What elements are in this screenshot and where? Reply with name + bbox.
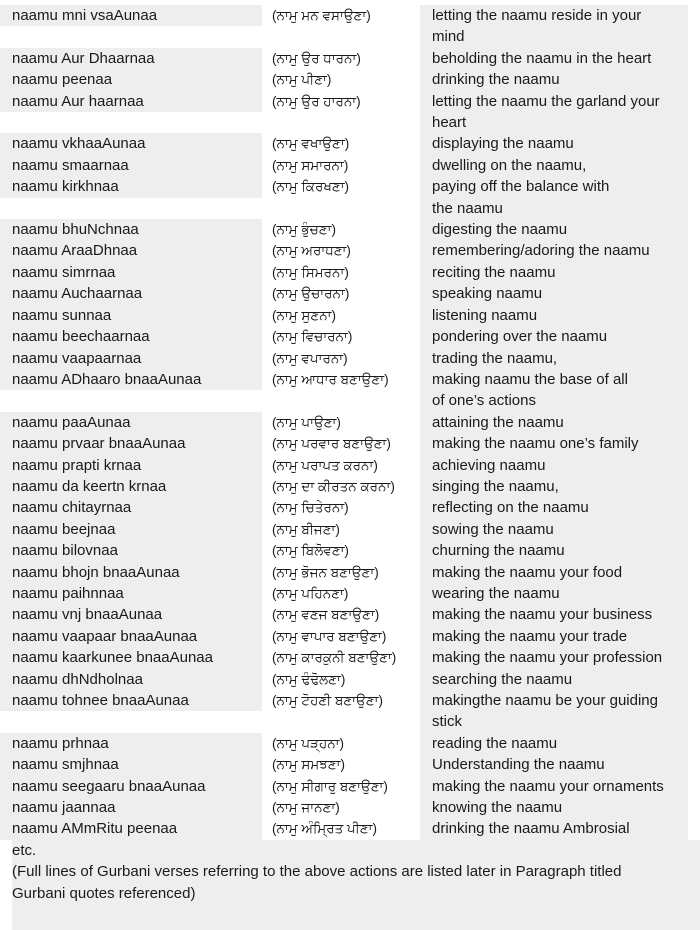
gurmukhi-text: (ਨਾਮੁ ਆਧਾਰ ਬਣਾਉਣਾ) bbox=[272, 371, 389, 387]
gurmukhi-text: (ਨਾਮੁ ਜਾਨਣਾ) bbox=[272, 800, 340, 816]
gurmukhi-cell bbox=[262, 626, 420, 647]
gurmukhi-cell bbox=[262, 562, 420, 583]
transliteration-text: naamu smjhnaa bbox=[12, 756, 119, 774]
term-row bbox=[0, 155, 700, 176]
term-row bbox=[0, 326, 700, 347]
gurmukhi-text: (ਨਾਮੁ ਪੜ੍ਹਨਾ) bbox=[272, 735, 345, 751]
gurmukhi-text: (ਨਾਮੁ ਉਰ ਧਾਰਨਾ) bbox=[272, 50, 361, 66]
transliteration-text: naamu bilovnaa bbox=[12, 542, 118, 560]
transliteration-text: naamu beechaarnaa bbox=[12, 328, 150, 346]
english-cell bbox=[420, 240, 688, 261]
english-cell bbox=[420, 91, 688, 134]
english-cell bbox=[420, 283, 688, 304]
transliteration-cell bbox=[0, 305, 262, 326]
gurmukhi-cell bbox=[262, 733, 420, 754]
transliteration-cell bbox=[0, 669, 262, 690]
term-row bbox=[0, 91, 700, 134]
transliteration-cell bbox=[0, 818, 262, 839]
gurmukhi-text: (ਨਾਮੁ ਵਪਾਰਨਾ) bbox=[272, 350, 348, 366]
gurmukhi-text: (ਨਾਮੁ ਉਰ ਹਾਰਨਾ) bbox=[272, 93, 361, 109]
english-cell bbox=[420, 262, 688, 283]
english-cell bbox=[420, 754, 688, 775]
gurmukhi-cell bbox=[262, 519, 420, 540]
english-text: churning the naamu bbox=[432, 542, 565, 560]
transliteration-text: naamu paihnnaa bbox=[12, 584, 124, 602]
english-cell bbox=[420, 690, 688, 733]
transliteration-cell bbox=[0, 647, 262, 668]
transliteration-text: naamu vaapaarnaa bbox=[12, 349, 142, 367]
english-cell bbox=[420, 818, 688, 839]
english-cell bbox=[420, 412, 688, 433]
transliteration-text: naamu da keertn krnaa bbox=[12, 477, 167, 495]
term-row bbox=[0, 776, 700, 797]
gurmukhi-text: (ਨਾਮੁ ਵਿਚਾਰਨਾ) bbox=[272, 329, 353, 345]
english-text: speaking naamu bbox=[432, 285, 543, 303]
gurmukhi-text: (ਨਾਮੁ ਸਮਝਣਾ) bbox=[272, 757, 345, 773]
term-table bbox=[0, 5, 700, 840]
english-cell bbox=[420, 626, 688, 647]
gurmukhi-cell bbox=[262, 176, 420, 197]
english-text: wearing the naamu bbox=[432, 584, 560, 602]
english-text: drinking the naamu bbox=[432, 71, 560, 89]
transliteration-cell bbox=[0, 776, 262, 797]
gurmukhi-cell bbox=[262, 540, 420, 561]
term-row bbox=[0, 133, 700, 154]
gurmukhi-text: (ਨਾਮੁ ਮਨ ਵਸਾਉਣਾ) bbox=[272, 8, 371, 23]
english-text: beholding the naamu in the heart bbox=[432, 49, 652, 67]
term-row bbox=[0, 583, 700, 604]
english-text: remembering/adoring the naamu bbox=[432, 242, 650, 260]
gurmukhi-cell bbox=[262, 326, 420, 347]
english-cell bbox=[420, 562, 688, 583]
gurmukhi-cell bbox=[262, 412, 420, 433]
term-row bbox=[0, 540, 700, 561]
footer-line: Gurbani quotes referenced) bbox=[12, 883, 700, 904]
transliteration-text: naamu Aur haarnaa bbox=[12, 92, 144, 110]
term-row bbox=[0, 5, 700, 48]
transliteration-cell bbox=[0, 797, 262, 818]
transliteration-text: naamu beejnaa bbox=[12, 520, 116, 538]
transliteration-cell bbox=[0, 283, 262, 304]
english-text: trading the naamu, bbox=[432, 349, 558, 367]
transliteration-text: naamu AMmRitu peenaa bbox=[12, 820, 178, 838]
gurmukhi-text: (ਨਾਮੁ ਕਿਰਖਣਾ) bbox=[272, 179, 350, 195]
english-text: achieving naamu bbox=[432, 456, 546, 474]
english-text: mind bbox=[432, 28, 465, 46]
term-row bbox=[0, 733, 700, 754]
transliteration-text: naamu mni vsaAunaa bbox=[12, 7, 158, 24]
gurmukhi-text: (ਨਾਮੁ ਦਾ ਕੀਰਤਨ ਕਰਨਾ) bbox=[272, 478, 395, 494]
transliteration-text: naamu AraaDhnaa bbox=[12, 242, 138, 260]
gurmukhi-text: (ਨਾਮੁ ਪਹਿਨਣਾ) bbox=[272, 585, 349, 601]
gurmukhi-cell bbox=[262, 5, 420, 26]
term-row bbox=[0, 647, 700, 668]
gurmukhi-text: (ਨਾਮੁ ਢੰਢੋਲਣਾ) bbox=[272, 671, 346, 687]
footer-line: (Full lines of Gurbani verses referring to the above actions are listed later in Paragraph titled bbox=[12, 861, 700, 882]
transliteration-text: naamu bhojn bnaaAunaa bbox=[12, 563, 180, 581]
english-text: reciting the naamu bbox=[432, 263, 556, 281]
gurmukhi-text: (ਨਾਮੁ ਸਿਮਰਨਾ) bbox=[272, 264, 349, 280]
english-cell bbox=[420, 669, 688, 690]
gurmukhi-cell bbox=[262, 776, 420, 797]
english-text: paying off the balance with bbox=[432, 178, 610, 196]
transliteration-cell bbox=[0, 519, 262, 540]
transliteration-cell bbox=[0, 433, 262, 454]
english-text: making naamu the base of all bbox=[432, 370, 628, 388]
gurmukhi-cell bbox=[262, 219, 420, 240]
english-text: displaying the naamu bbox=[432, 135, 574, 153]
english-text: knowing the naamu bbox=[432, 799, 563, 817]
gurmukhi-cell bbox=[262, 433, 420, 454]
transliteration-cell bbox=[0, 754, 262, 775]
term-row bbox=[0, 626, 700, 647]
transliteration-text: naamu smaarnaa bbox=[12, 156, 129, 174]
english-text: making the naamu your profession bbox=[432, 649, 663, 667]
gurmukhi-cell bbox=[262, 348, 420, 369]
transliteration-text: naamu paaAunaa bbox=[12, 413, 131, 431]
transliteration-cell bbox=[0, 348, 262, 369]
term-row bbox=[0, 283, 700, 304]
transliteration-text: naamu jaannaa bbox=[12, 799, 116, 817]
transliteration-text: naamu prhnaa bbox=[12, 734, 109, 752]
english-text: dwelling on the naamu, bbox=[432, 156, 587, 174]
english-cell bbox=[420, 48, 688, 69]
english-cell bbox=[420, 176, 688, 219]
term-row bbox=[0, 754, 700, 775]
english-text: letting the naamu the garland your bbox=[432, 92, 660, 110]
gurmukhi-cell bbox=[262, 604, 420, 625]
term-row bbox=[0, 562, 700, 583]
transliteration-text: naamu sunnaa bbox=[12, 306, 112, 324]
term-row bbox=[0, 69, 700, 90]
english-text: sowing the naamu bbox=[432, 520, 554, 538]
english-cell bbox=[420, 476, 688, 497]
gurmukhi-text: (ਨਾਮੁ ਸੁਣਨਾ) bbox=[272, 307, 337, 323]
term-row bbox=[0, 348, 700, 369]
english-text: reading the naamu bbox=[432, 734, 558, 752]
transliteration-cell bbox=[0, 219, 262, 240]
english-cell bbox=[420, 305, 688, 326]
english-cell bbox=[420, 326, 688, 347]
gurmukhi-text: (ਨਾਮੁ ਵਣਜ ਬਣਾਉਣਾ) bbox=[272, 607, 380, 623]
english-cell bbox=[420, 604, 688, 625]
gurmukhi-cell bbox=[262, 797, 420, 818]
english-cell bbox=[420, 155, 688, 176]
english-text: making the naamu your ornaments bbox=[432, 777, 664, 795]
english-cell bbox=[420, 219, 688, 240]
gurmukhi-text: (ਨਾਮੁ ਸਮਾਰਨਾ) bbox=[272, 157, 349, 173]
gurmukhi-cell bbox=[262, 155, 420, 176]
transliteration-cell bbox=[0, 133, 262, 154]
transliteration-cell bbox=[0, 48, 262, 69]
gurmukhi-cell bbox=[262, 754, 420, 775]
transliteration-cell bbox=[0, 583, 262, 604]
gurmukhi-cell bbox=[262, 583, 420, 604]
transliteration-cell bbox=[0, 476, 262, 497]
english-cell bbox=[420, 133, 688, 154]
english-text: searching the naamu bbox=[432, 670, 573, 688]
english-text: listening naamu bbox=[432, 306, 538, 324]
gurmukhi-text: (ਨਾਮੁ ਭੁੰਚਣਾ) bbox=[272, 222, 336, 238]
term-row bbox=[0, 305, 700, 326]
gurmukhi-cell bbox=[262, 262, 420, 283]
english-text: letting the naamu reside in your bbox=[432, 7, 642, 24]
english-cell bbox=[420, 69, 688, 90]
term-row bbox=[0, 412, 700, 433]
english-cell bbox=[420, 797, 688, 818]
english-text: making the naamu your business bbox=[432, 606, 653, 624]
english-text: makingthe naamu be your guiding bbox=[432, 692, 658, 709]
gurmukhi-text: (ਨਾਮੁ ਪੀਣਾ) bbox=[272, 72, 332, 88]
transliteration-text: naamu ADhaaro bnaaAunaa bbox=[12, 370, 202, 388]
term-row bbox=[0, 669, 700, 690]
transliteration-text: naamu tohnee bnaaAunaa bbox=[12, 692, 189, 709]
transliteration-cell bbox=[0, 262, 262, 283]
transliteration-cell bbox=[0, 69, 262, 90]
gurmukhi-cell bbox=[262, 91, 420, 112]
english-text: making the naamu your trade bbox=[432, 627, 628, 645]
transliteration-text: naamu dhNdholnaa bbox=[12, 670, 143, 688]
transliteration-cell bbox=[0, 690, 262, 711]
english-text: stick bbox=[432, 713, 462, 731]
transliteration-cell bbox=[0, 562, 262, 583]
gurmukhi-text: (ਨਾਮੁ ਅੰਮ੍ਰਿਤ ਪੀਣਾ) bbox=[272, 821, 377, 837]
gurmukhi-cell bbox=[262, 476, 420, 497]
transliteration-cell bbox=[0, 326, 262, 347]
transliteration-cell bbox=[0, 455, 262, 476]
gurmukhi-cell bbox=[262, 669, 420, 690]
transliteration-cell bbox=[0, 733, 262, 754]
english-text: drinking the naamu Ambrosial bbox=[432, 820, 630, 838]
english-text: reflecting on the naamu bbox=[432, 499, 589, 517]
english-text: attaining the naamu bbox=[432, 413, 564, 431]
gurmukhi-text: (ਨਾਮੁ ਸੀਗਾਰੁ ਬਣਾਉਣਾ) bbox=[272, 778, 388, 794]
gurmukhi-text: (ਨਾਮੁ ਬੀਜਣਾ) bbox=[272, 521, 340, 537]
footer-note bbox=[0, 840, 700, 904]
transliteration-text: naamu vkhaaAunaa bbox=[12, 135, 146, 153]
english-cell bbox=[420, 455, 688, 476]
term-row bbox=[0, 476, 700, 497]
gurmukhi-text: (ਨਾਮੁ ਬਿਲੋਵਣਾ) bbox=[272, 543, 349, 559]
transliteration-cell bbox=[0, 240, 262, 261]
transliteration-text: naamu simrnaa bbox=[12, 263, 116, 281]
transliteration-cell bbox=[0, 176, 262, 197]
gurmukhi-cell bbox=[262, 305, 420, 326]
term-row bbox=[0, 219, 700, 240]
english-cell bbox=[420, 433, 688, 454]
term-row bbox=[0, 797, 700, 818]
transliteration-cell bbox=[0, 412, 262, 433]
gurmukhi-text: (ਨਾਮੁ ਚਿਤੇਰਨਾ) bbox=[272, 500, 349, 516]
transliteration-text: naamu kaarkunee bnaaAunaa bbox=[12, 649, 213, 667]
gurmukhi-text: (ਨਾਮੁ ਪਰਵਾਰ ਬਣਾਉਣਾ) bbox=[272, 436, 391, 452]
gurmukhi-cell bbox=[262, 369, 420, 390]
shading-band bbox=[12, 904, 700, 930]
transliteration-text: naamu Auchaarnaa bbox=[12, 285, 143, 303]
transliteration-text: naamu Aur Dhaarnaa bbox=[12, 49, 155, 67]
gurmukhi-cell bbox=[262, 283, 420, 304]
transliteration-text: naamu seegaaru bnaaAunaa bbox=[12, 777, 206, 795]
english-cell bbox=[420, 497, 688, 518]
gurmukhi-cell bbox=[262, 48, 420, 69]
gurmukhi-cell bbox=[262, 133, 420, 154]
term-row bbox=[0, 369, 700, 412]
transliteration-cell bbox=[0, 91, 262, 112]
footer-line: etc. bbox=[12, 840, 700, 861]
term-row bbox=[0, 604, 700, 625]
gurmukhi-cell bbox=[262, 69, 420, 90]
english-text: pondering over the naamu bbox=[432, 328, 608, 346]
english-text: of one’s actions bbox=[432, 392, 536, 410]
term-row bbox=[0, 48, 700, 69]
gurmukhi-text: (ਨਾਮੁ ਵਾਪਾਰ ਬਣਾਉਣਾ) bbox=[272, 628, 387, 644]
transliteration-cell bbox=[0, 5, 262, 26]
english-cell bbox=[420, 540, 688, 561]
transliteration-text: naamu vnj bnaaAunaa bbox=[12, 606, 163, 624]
gurmukhi-cell bbox=[262, 647, 420, 668]
gurmukhi-cell bbox=[262, 818, 420, 839]
english-cell bbox=[420, 348, 688, 369]
english-text: digesting the naamu bbox=[432, 221, 568, 239]
english-cell bbox=[420, 519, 688, 540]
english-cell bbox=[420, 5, 688, 48]
term-row bbox=[0, 240, 700, 261]
transliteration-text: naamu prapti krnaa bbox=[12, 456, 142, 474]
term-row bbox=[0, 433, 700, 454]
transliteration-text: naamu vaapaar bnaaAunaa bbox=[12, 627, 198, 645]
gurmukhi-text: (ਨਾਮੁ ਉਚਾਰਨਾ) bbox=[272, 286, 350, 302]
english-cell bbox=[420, 647, 688, 668]
term-row bbox=[0, 455, 700, 476]
english-text: Understanding the naamu bbox=[432, 756, 605, 774]
term-row bbox=[0, 818, 700, 839]
english-cell bbox=[420, 733, 688, 754]
gurmukhi-text: (ਨਾਮੁ ਕਾਰਕੁਨੀ ਬਣਾਉਣਾ) bbox=[272, 650, 397, 666]
english-cell bbox=[420, 776, 688, 797]
gurmukhi-text: (ਨਾਮੁ ਵਖਾਉਣਾ) bbox=[272, 136, 350, 152]
transliteration-cell bbox=[0, 155, 262, 176]
gurmukhi-cell bbox=[262, 497, 420, 518]
transliteration-text: naamu bhuNchnaa bbox=[12, 221, 139, 239]
english-text: the naamu bbox=[432, 199, 503, 217]
gurmukhi-cell bbox=[262, 455, 420, 476]
gurmukhi-text: (ਨਾਮੁ ਭੋਜਨ ਬਣਾਉਣਾ) bbox=[272, 564, 379, 580]
transliteration-cell bbox=[0, 369, 262, 390]
transliteration-cell bbox=[0, 626, 262, 647]
gurmukhi-text: (ਨਾਮੁ ਪਾਉਣਾ) bbox=[272, 414, 341, 430]
gurmukhi-text: (ਨਾਮੁ ਪਰਾਪਤ ਕਰਨਾ) bbox=[272, 457, 378, 473]
gurmukhi-text: (ਨਾਮੁ ਅਰਾਧਣਾ) bbox=[272, 243, 351, 259]
term-row bbox=[0, 497, 700, 518]
transliteration-text: naamu chitayrnaa bbox=[12, 499, 132, 517]
english-cell bbox=[420, 583, 688, 604]
english-text: making the naamu one’s family bbox=[432, 435, 639, 453]
transliteration-text: naamu kirkhnaa bbox=[12, 178, 119, 196]
transliteration-cell bbox=[0, 604, 262, 625]
term-row bbox=[0, 519, 700, 540]
english-text: singing the naamu, bbox=[432, 477, 559, 495]
transliteration-cell bbox=[0, 497, 262, 518]
english-text: making the naamu your food bbox=[432, 563, 623, 581]
english-text: heart bbox=[432, 114, 467, 132]
english-cell bbox=[420, 369, 688, 412]
transliteration-text: naamu prvaar bnaaAunaa bbox=[12, 435, 186, 453]
gurmukhi-text: (ਨਾਮੁ ਟੋਹਣੀ ਬਣਾਉਣਾ) bbox=[272, 693, 383, 708]
term-row bbox=[0, 262, 700, 283]
transliteration-cell bbox=[0, 540, 262, 561]
term-row bbox=[0, 690, 700, 733]
gurmukhi-cell bbox=[262, 690, 420, 711]
transliteration-text: naamu peenaa bbox=[12, 71, 113, 89]
gurmukhi-cell bbox=[262, 240, 420, 261]
term-row bbox=[0, 176, 700, 219]
